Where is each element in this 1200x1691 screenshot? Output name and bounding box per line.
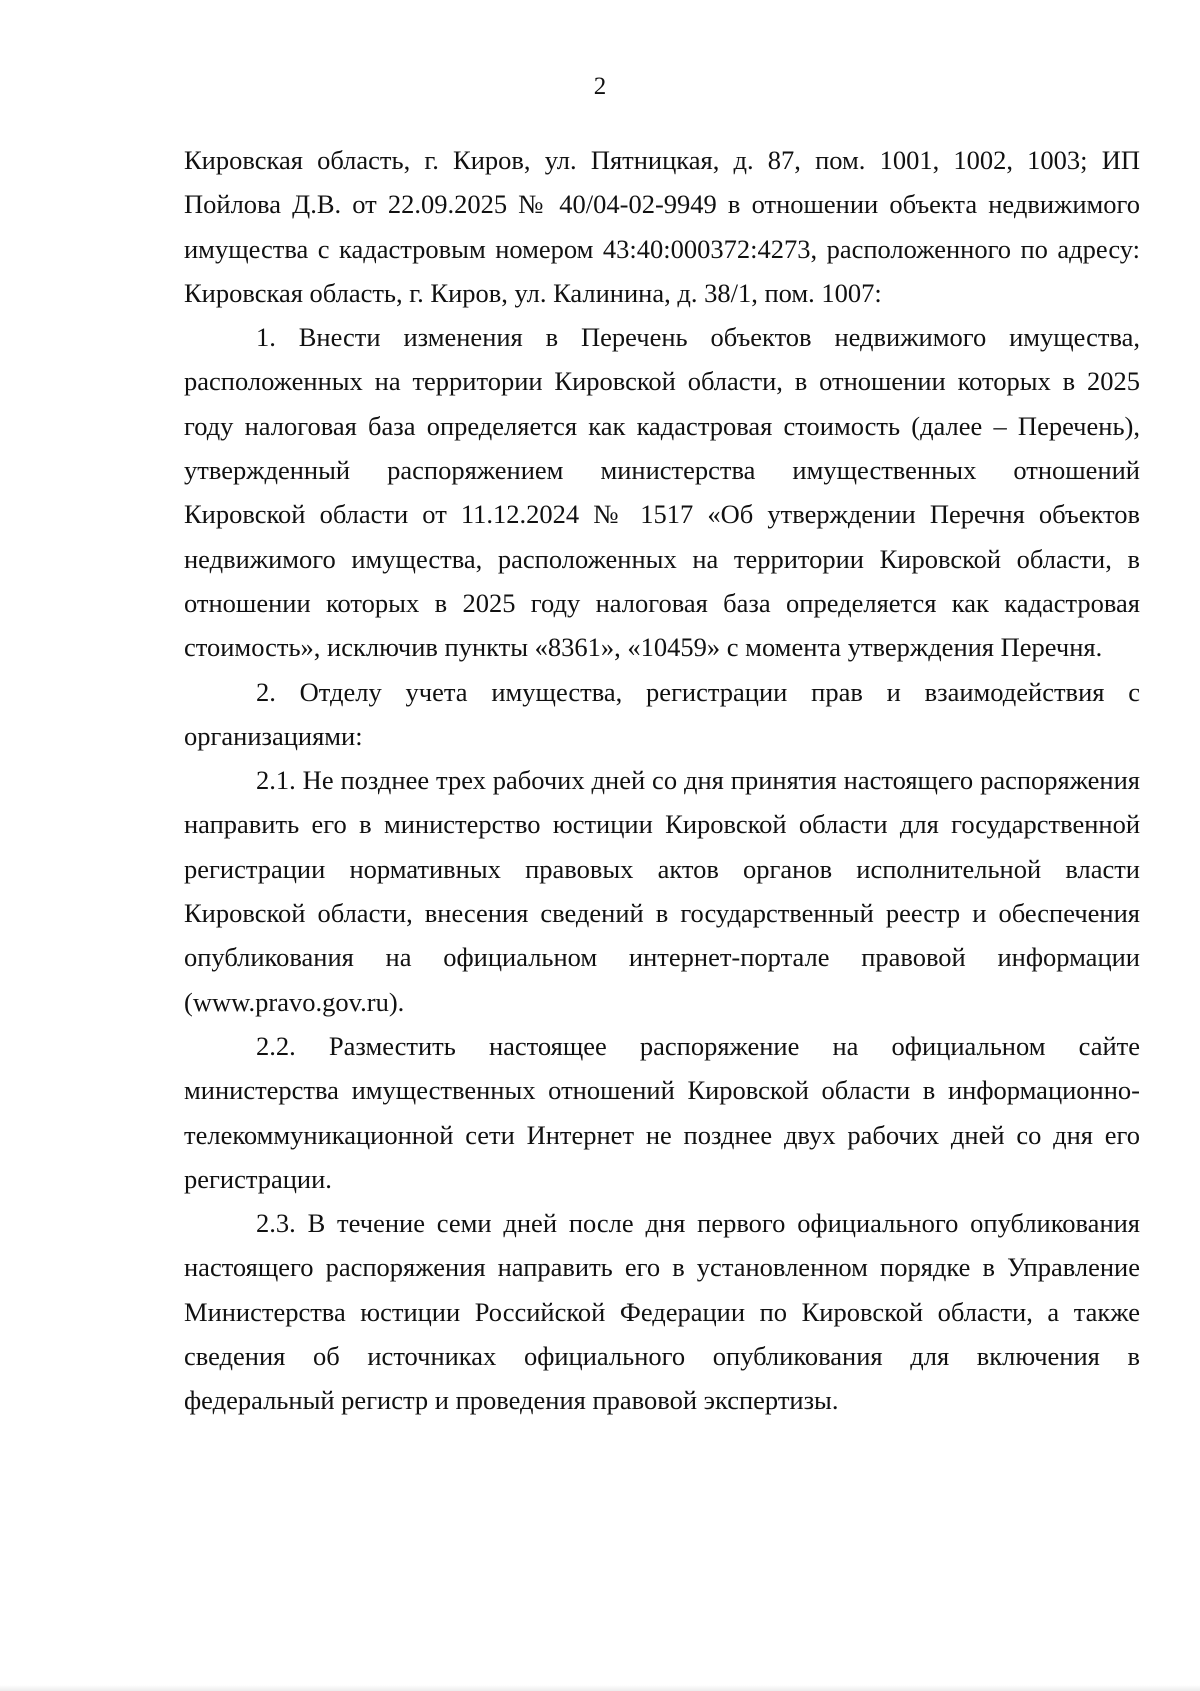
paragraph-item-1: 1. Внести изменения в Перечень объектов недвижимого имущества, расположенных на территории Кировской области, в отношении которых в 2025 году налоговая база определяется как кадастровая стоимость (далее – Перечень), утвержденный распоряжением министерства имущественных отношений Кировской области от 11.12.2024 № 1517 «Об утверждении Перечня объектов недвижимого имущества, расположенных на территории Кировской области, в отношении которых в 2025 году налоговая база определяется как кадастровая стоимость», исключив пункты «8361», «10459» с момента утверждения Перечня. [184, 322, 1140, 663]
paragraph-item-2-1: 2.1. Не позднее трех рабочих дней со дня принятия настоящего распоряжения направить его в министерство юстиции Кировской области для государственной регистрации нормативных правовых актов органов исполнительной власти Кировской области, внесения сведений в государственный реестр и обеспечения опубликования на официальном интернет-портале правовой информации (www.pravo.gov.ru). [184, 765, 1140, 1017]
scan-edge-shadow [0, 1685, 1200, 1691]
paragraph-continuation: Кировская область, г. Киров, ул. Пятницкая, д. 87, пом. 1001, 1002, 1003; ИП Пойлова Д.В. от 22.09.2025 № 40/04-02-9949 в отношении объекта недвижимого имущества с кадастровым номером 43:40:000372:4273, расположенного по адресу: Кировская область, г. Киров, ул. Калинина, д. 38/1, пом. 1007: [184, 145, 1140, 308]
page-number: 2 [593, 73, 607, 100]
paragraph-item-2-3: 2.3. В течение семи дней после дня первого официального опубликования настоящего распоряжения направить его в установленном порядке в Управление Министерства юстиции Российской Федерации по Кировской области, а также сведения об источниках официального опубликования для включения в федеральный регистр и проведения правовой экспертизы. [184, 1208, 1140, 1416]
paragraph-item-2: 2. Отделу учета имущества, регистрации прав и взаимодействия с организациями: [184, 676, 1140, 751]
document-body [184, 138, 1140, 1423]
paragraph-item-2-2: 2.2. Разместить настоящее распоряжение на официальном сайте министерства имущественных отношений Кировской области в информационно-телекоммуникационной сети Интернет не позднее двух рабочих дней со дня его регистрации. [184, 1030, 1140, 1194]
